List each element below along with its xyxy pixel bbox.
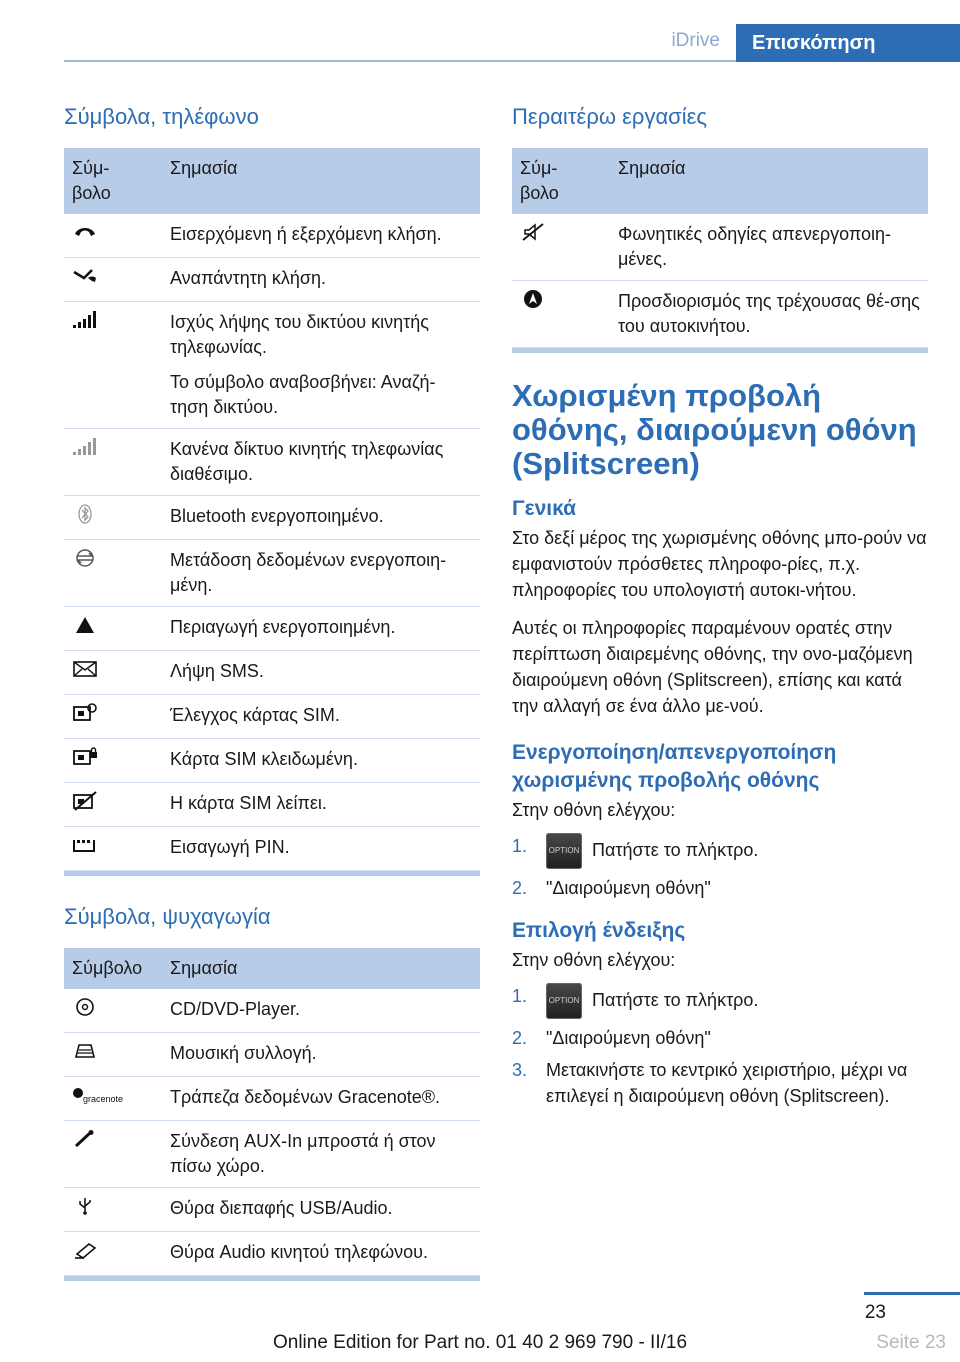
meaning-text: Bluetooth ενεργοποιημένο. bbox=[170, 506, 384, 526]
general-paragraph-1: Στο δεξί μέρος της χωρισμένης οθόνης μπο-ρούν να εμφανιστούν πρόσθετες πληροφο-ρίες, π.χ. πληροφορίες του υπολογιστή αυτοκι-νήτου. bbox=[512, 528, 927, 600]
meaning-text: Κάρτα SIM κλειδωμένη. bbox=[170, 749, 358, 769]
col-meaning-header: Σημασία bbox=[162, 148, 480, 214]
symbol-cell bbox=[64, 651, 162, 695]
sim-locked-icon bbox=[72, 747, 98, 767]
symbol-cell bbox=[512, 281, 610, 348]
sim-check-icon bbox=[72, 703, 98, 723]
no-signal-icon bbox=[72, 437, 98, 457]
symbol-cell bbox=[64, 302, 162, 429]
meaning-cell bbox=[162, 1121, 480, 1188]
usb-icon bbox=[72, 1196, 98, 1216]
table-row bbox=[64, 1232, 480, 1276]
step-text: Πατήστε το πλήκτρο. bbox=[592, 839, 759, 860]
table-end-bar bbox=[64, 1276, 480, 1281]
further-tasks-title: Περαιτέρω εργασίες bbox=[512, 104, 708, 129]
col-symbol-header: Σύμ- βολο bbox=[512, 148, 610, 214]
meaning-text: Μετάδοση δεδομένων ενεργοποιη-μένη. bbox=[170, 550, 447, 595]
meaning-text: Η κάρτα SIM λείπει. bbox=[170, 793, 327, 813]
meaning-cell bbox=[162, 607, 480, 651]
table-row bbox=[64, 607, 480, 651]
step-body bbox=[546, 1057, 928, 1109]
table-row bbox=[64, 783, 480, 827]
table-row bbox=[64, 695, 480, 739]
symbol-cell bbox=[64, 1033, 162, 1077]
symbol-cell bbox=[64, 739, 162, 783]
meaning-cell bbox=[162, 1188, 480, 1232]
step-item bbox=[512, 875, 928, 901]
symbol-cell bbox=[64, 1232, 162, 1276]
step-item bbox=[512, 1057, 928, 1109]
data-transfer-icon bbox=[72, 548, 98, 568]
page-number: 23 bbox=[864, 1302, 886, 1323]
table-row bbox=[64, 429, 480, 496]
general-title: Γενικά bbox=[512, 497, 577, 520]
step-text: Πατήστε το πλήκτρο. bbox=[592, 989, 759, 1010]
step-number: 1. bbox=[512, 836, 528, 856]
page-header bbox=[0, 24, 960, 62]
symbol-cell bbox=[64, 607, 162, 651]
meaning-text: Τράπεζα δεδομένων Gracenote®. bbox=[170, 1087, 441, 1107]
step-item bbox=[512, 833, 928, 869]
step-text: Μετακινήστε το κεντρικό χειριστήριο, μέχρι να επιλεγεί η διαιρούμενη οθόνη (Splitscreen). bbox=[546, 1060, 908, 1106]
gracenote-icon bbox=[72, 1085, 124, 1105]
music-collection-icon bbox=[72, 1041, 98, 1061]
signal-strength-icon bbox=[72, 310, 98, 330]
meaning-text: Προσδιορισμός της τρέχουσας θέ-σης του αυτοκινήτου. bbox=[618, 291, 920, 336]
meaning-text: Αναπάντητη κλήση. bbox=[170, 268, 327, 288]
table-end-bar bbox=[512, 348, 928, 353]
meaning-cell bbox=[162, 496, 480, 540]
left-column bbox=[64, 96, 480, 1281]
voice-guidance-off-icon bbox=[520, 222, 546, 242]
meaning-cell bbox=[162, 540, 480, 607]
entertainment-symbols-table bbox=[64, 948, 480, 1276]
chapter-label: iDrive bbox=[671, 30, 720, 51]
meaning-cell bbox=[610, 214, 928, 281]
meaning-cell bbox=[610, 281, 928, 348]
table-row bbox=[64, 496, 480, 540]
sms-icon bbox=[72, 659, 98, 679]
display-title: Επιλογή ένδειξης bbox=[512, 919, 686, 942]
step-body bbox=[546, 833, 758, 869]
sim-missing-icon bbox=[72, 791, 98, 811]
table-row bbox=[64, 258, 480, 302]
meaning-cell bbox=[162, 1033, 480, 1077]
step-item bbox=[512, 983, 928, 1019]
gracenote-wordmark: gracenote bbox=[83, 1094, 124, 1104]
meaning-text: Έλεγχος κάρτας SIM. bbox=[170, 705, 340, 725]
bluetooth-icon bbox=[72, 504, 98, 524]
step-number: 2. bbox=[512, 878, 528, 898]
general-paragraph-2: Αυτές οι πληροφορίες παραμένουν ορατές στην περίπτωση διαιρεμένης οθόνης, την ονο-μαζόμενη διαιρούμενη οθόνη (Splitscreen), επίσης και κατά την αλλαγή σε ένα άλλο με-νού. bbox=[512, 618, 913, 716]
right-column bbox=[512, 96, 928, 1125]
symbol-cell bbox=[64, 989, 162, 1033]
step-number: 1. bbox=[512, 986, 528, 1006]
meaning-cell bbox=[162, 214, 480, 258]
table-row bbox=[64, 540, 480, 607]
step-number: 3. bbox=[512, 1060, 528, 1080]
symbol-cell bbox=[64, 783, 162, 827]
meaning-cell bbox=[162, 429, 480, 496]
table-row bbox=[512, 214, 928, 281]
symbol-cell bbox=[64, 214, 162, 258]
phone-symbols-table bbox=[64, 148, 480, 871]
entertainment-symbols-title: Σύμβολα, ψυχαγωγία bbox=[64, 904, 271, 929]
table-row bbox=[64, 989, 480, 1033]
meaning-text: CD/DVD-Player. bbox=[170, 999, 301, 1019]
meaning-cell bbox=[162, 1232, 480, 1276]
option-button-icon: OPTION bbox=[546, 983, 582, 1019]
page-footer bbox=[0, 1292, 960, 1362]
step-item bbox=[512, 1025, 928, 1051]
meaning-cell bbox=[162, 827, 480, 871]
meaning-cell bbox=[162, 989, 480, 1033]
toggle-steps-list bbox=[512, 833, 928, 901]
meaning-text: Εισερχόμενη ή εξερχόμενη κλήση. bbox=[170, 224, 442, 244]
step-body bbox=[546, 875, 711, 901]
meaning-text: Λήψη SMS. bbox=[170, 661, 264, 681]
symbol-cell bbox=[64, 1188, 162, 1232]
cd-icon bbox=[72, 997, 98, 1017]
meaning-text: Κανένα δίκτυο κινητής τηλεφωνίας διαθέσιμο. bbox=[170, 439, 444, 484]
symbol-cell bbox=[64, 496, 162, 540]
meaning-text: Θύρα διεπαφής USB/Audio. bbox=[170, 1198, 393, 1218]
phone-audio-icon bbox=[72, 1240, 98, 1260]
step-text: "Διαιρούμενη οθόνη" bbox=[546, 878, 711, 898]
col-symbol-header: Σύμβολο bbox=[64, 948, 162, 989]
symbol-cell bbox=[64, 258, 162, 302]
splitscreen-heading: Χωρισμένη προβολή οθόνης, διαιρούμενη οθόνη (Splitscreen) bbox=[512, 378, 917, 481]
watermark: Seite 23 bbox=[876, 1332, 946, 1353]
further-tasks-table bbox=[512, 148, 928, 348]
page-number-rule bbox=[864, 1292, 960, 1295]
symbol-cell bbox=[64, 1077, 162, 1121]
meaning-cell bbox=[162, 1077, 480, 1121]
table-row bbox=[64, 1188, 480, 1232]
col-meaning-header: Σημασία bbox=[162, 948, 480, 989]
symbol-cell bbox=[64, 695, 162, 739]
meaning-text: Φωνητικές οδηγίες απενεργοποιη-μένες. bbox=[618, 224, 892, 269]
step-body bbox=[546, 1025, 711, 1051]
meaning-text: Το σύμβολο αναβοσβήνει: Αναζή-τηση δικτύου. bbox=[170, 372, 436, 417]
missed-call-icon bbox=[72, 266, 98, 286]
table-row bbox=[64, 214, 480, 258]
meaning-text: Περιαγωγή ενεργοποιημένη. bbox=[170, 617, 396, 637]
meaning-text: Εισαγωγή PIN. bbox=[170, 837, 290, 857]
pin-entry-icon bbox=[72, 835, 98, 855]
meaning-cell bbox=[162, 651, 480, 695]
table-row bbox=[64, 827, 480, 871]
table-row bbox=[64, 651, 480, 695]
meaning-text: Μουσική συλλογή. bbox=[170, 1043, 317, 1063]
step-number: 2. bbox=[512, 1028, 528, 1048]
meaning-text: Θύρα Audio κινητού τηλεφώνου. bbox=[170, 1242, 428, 1262]
col-meaning-header: Σημασία bbox=[610, 148, 928, 214]
toggle-title: Ενεργοποίηση/απενεργοποίηση χωρισμένης προβολής οθόνης bbox=[512, 741, 837, 792]
step-text: "Διαιρούμενη οθόνη" bbox=[546, 1028, 711, 1048]
meaning-cell bbox=[162, 258, 480, 302]
table-end-bar bbox=[64, 871, 480, 876]
table-row bbox=[64, 1033, 480, 1077]
section-tab-label: Επισκόπηση bbox=[752, 31, 876, 54]
meaning-cell bbox=[162, 783, 480, 827]
meaning-text: Ισχύς λήψης του δικτύου κινητής τηλεφωνίας. bbox=[170, 312, 429, 357]
meaning-text: Σύνδεση AUX-In μπροστά ή στον πίσω χώρο. bbox=[170, 1131, 436, 1176]
toggle-intro: Στην οθόνη ελέγχου: bbox=[512, 800, 676, 820]
vehicle-position-icon bbox=[520, 289, 546, 309]
table-row bbox=[64, 1121, 480, 1188]
symbol-cell bbox=[64, 827, 162, 871]
meaning-cell bbox=[162, 695, 480, 739]
roaming-icon bbox=[72, 615, 98, 635]
table-row bbox=[512, 281, 928, 348]
meaning-cell bbox=[162, 739, 480, 783]
table-row bbox=[64, 739, 480, 783]
section-tab bbox=[736, 24, 960, 62]
table-row bbox=[64, 1077, 480, 1121]
symbol-cell bbox=[64, 429, 162, 496]
phone-symbols-title: Σύμβολα, τηλέφωνο bbox=[64, 104, 259, 129]
table-row bbox=[64, 302, 480, 429]
aux-in-icon bbox=[72, 1129, 98, 1149]
option-button-icon: OPTION bbox=[546, 833, 582, 869]
symbol-cell bbox=[512, 214, 610, 281]
display-steps-list bbox=[512, 983, 928, 1109]
step-body bbox=[546, 983, 758, 1019]
phone-handset-icon bbox=[72, 222, 98, 242]
symbol-cell bbox=[64, 1121, 162, 1188]
meaning-cell bbox=[162, 302, 480, 429]
display-intro: Στην οθόνη ελέγχου: bbox=[512, 950, 676, 970]
edition-note: Online Edition for Part no. 01 40 2 969 790 - II/16 bbox=[272, 1332, 688, 1353]
col-symbol-header: Σύμ- βολο bbox=[64, 148, 162, 214]
symbol-cell bbox=[64, 540, 162, 607]
